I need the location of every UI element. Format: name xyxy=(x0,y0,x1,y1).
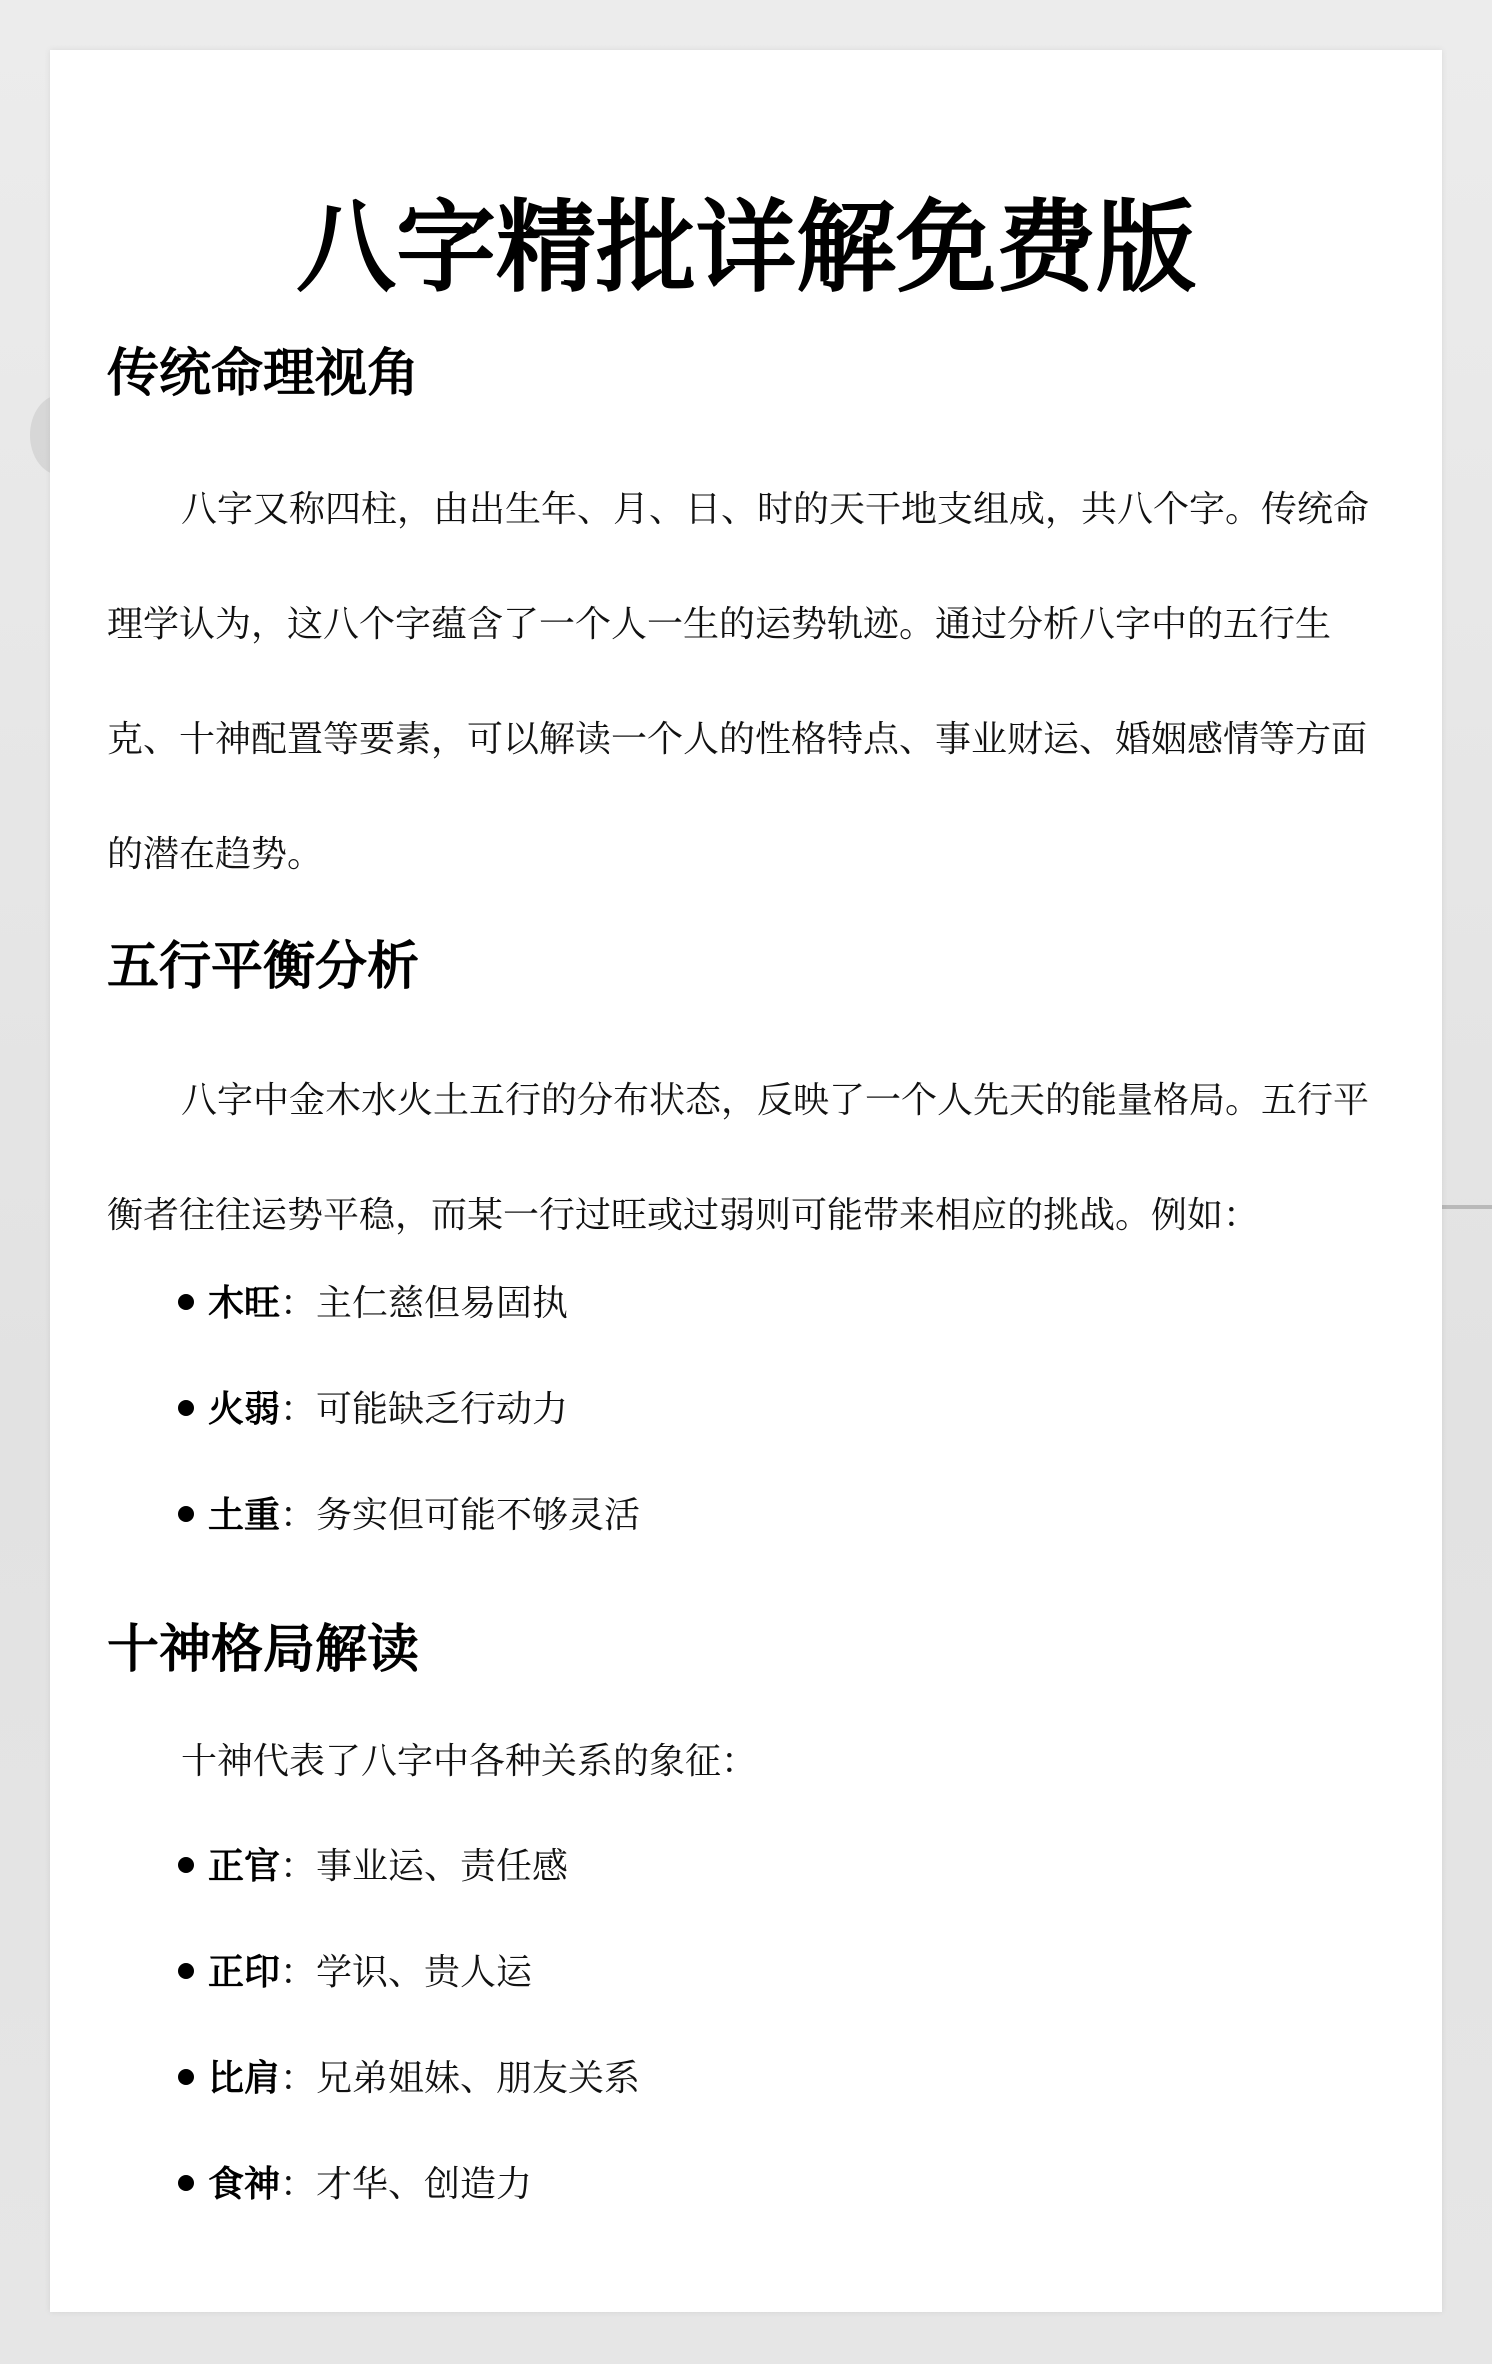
bullet-icon xyxy=(178,2069,194,2085)
section-paragraph-wuxing: 八字中金木水火土五行的分布状态，反映了一个人先天的能量格局。五行平衡者往往运势平稳，而某一行过旺或过弱则可能带来相应的挑战。例如： xyxy=(107,1080,1370,1236)
bullet-icon xyxy=(178,2175,194,2191)
list-item: 土重：务实但可能不够灵活 xyxy=(178,1488,640,1544)
list-item: 食神：才华、创造力 xyxy=(178,2157,532,2213)
bullet-icon xyxy=(178,1857,194,1873)
section-paragraph-traditional: 八字又称四柱，由出生年、月、日、时的天干地支组成，共八个字。传统命理学认为，这八个字蕴含了一个人一生的运势轨迹。通过分析八字中的五行生克、十神配置等要素，可以解读一个人的性格特点、事业财运、婚姻感情等方面的潜在趋势。 xyxy=(107,489,1370,875)
section-heading-wuxing: 五行平衡分析 xyxy=(107,937,420,997)
bullet-icon xyxy=(178,1506,194,1522)
bullet-icon xyxy=(178,1294,194,1310)
bullet-icon xyxy=(178,1963,194,1979)
section-heading-shishen: 十神格局解读 xyxy=(107,1620,420,1680)
list-item: 火弱：可能缺乏行动力 xyxy=(178,1382,568,1438)
list-item: 正官：事业运、责任感 xyxy=(178,1839,568,1895)
section-heading-traditional: 传统命理视角 xyxy=(107,344,420,404)
section-paragraph-shishen: 十神代表了八字中各种关系的象征： xyxy=(181,1741,758,1782)
list-item: 正印：学识、贵人运 xyxy=(178,1945,532,2001)
list-item: 比肩：兄弟姐妹、朋友关系 xyxy=(178,2051,640,2107)
page-title: 八字精批详解免费版 xyxy=(296,189,1196,306)
article-page xyxy=(50,50,1442,2312)
list-item: 木旺：主仁慈但易固执 xyxy=(178,1276,568,1332)
bullet-icon xyxy=(178,1400,194,1416)
